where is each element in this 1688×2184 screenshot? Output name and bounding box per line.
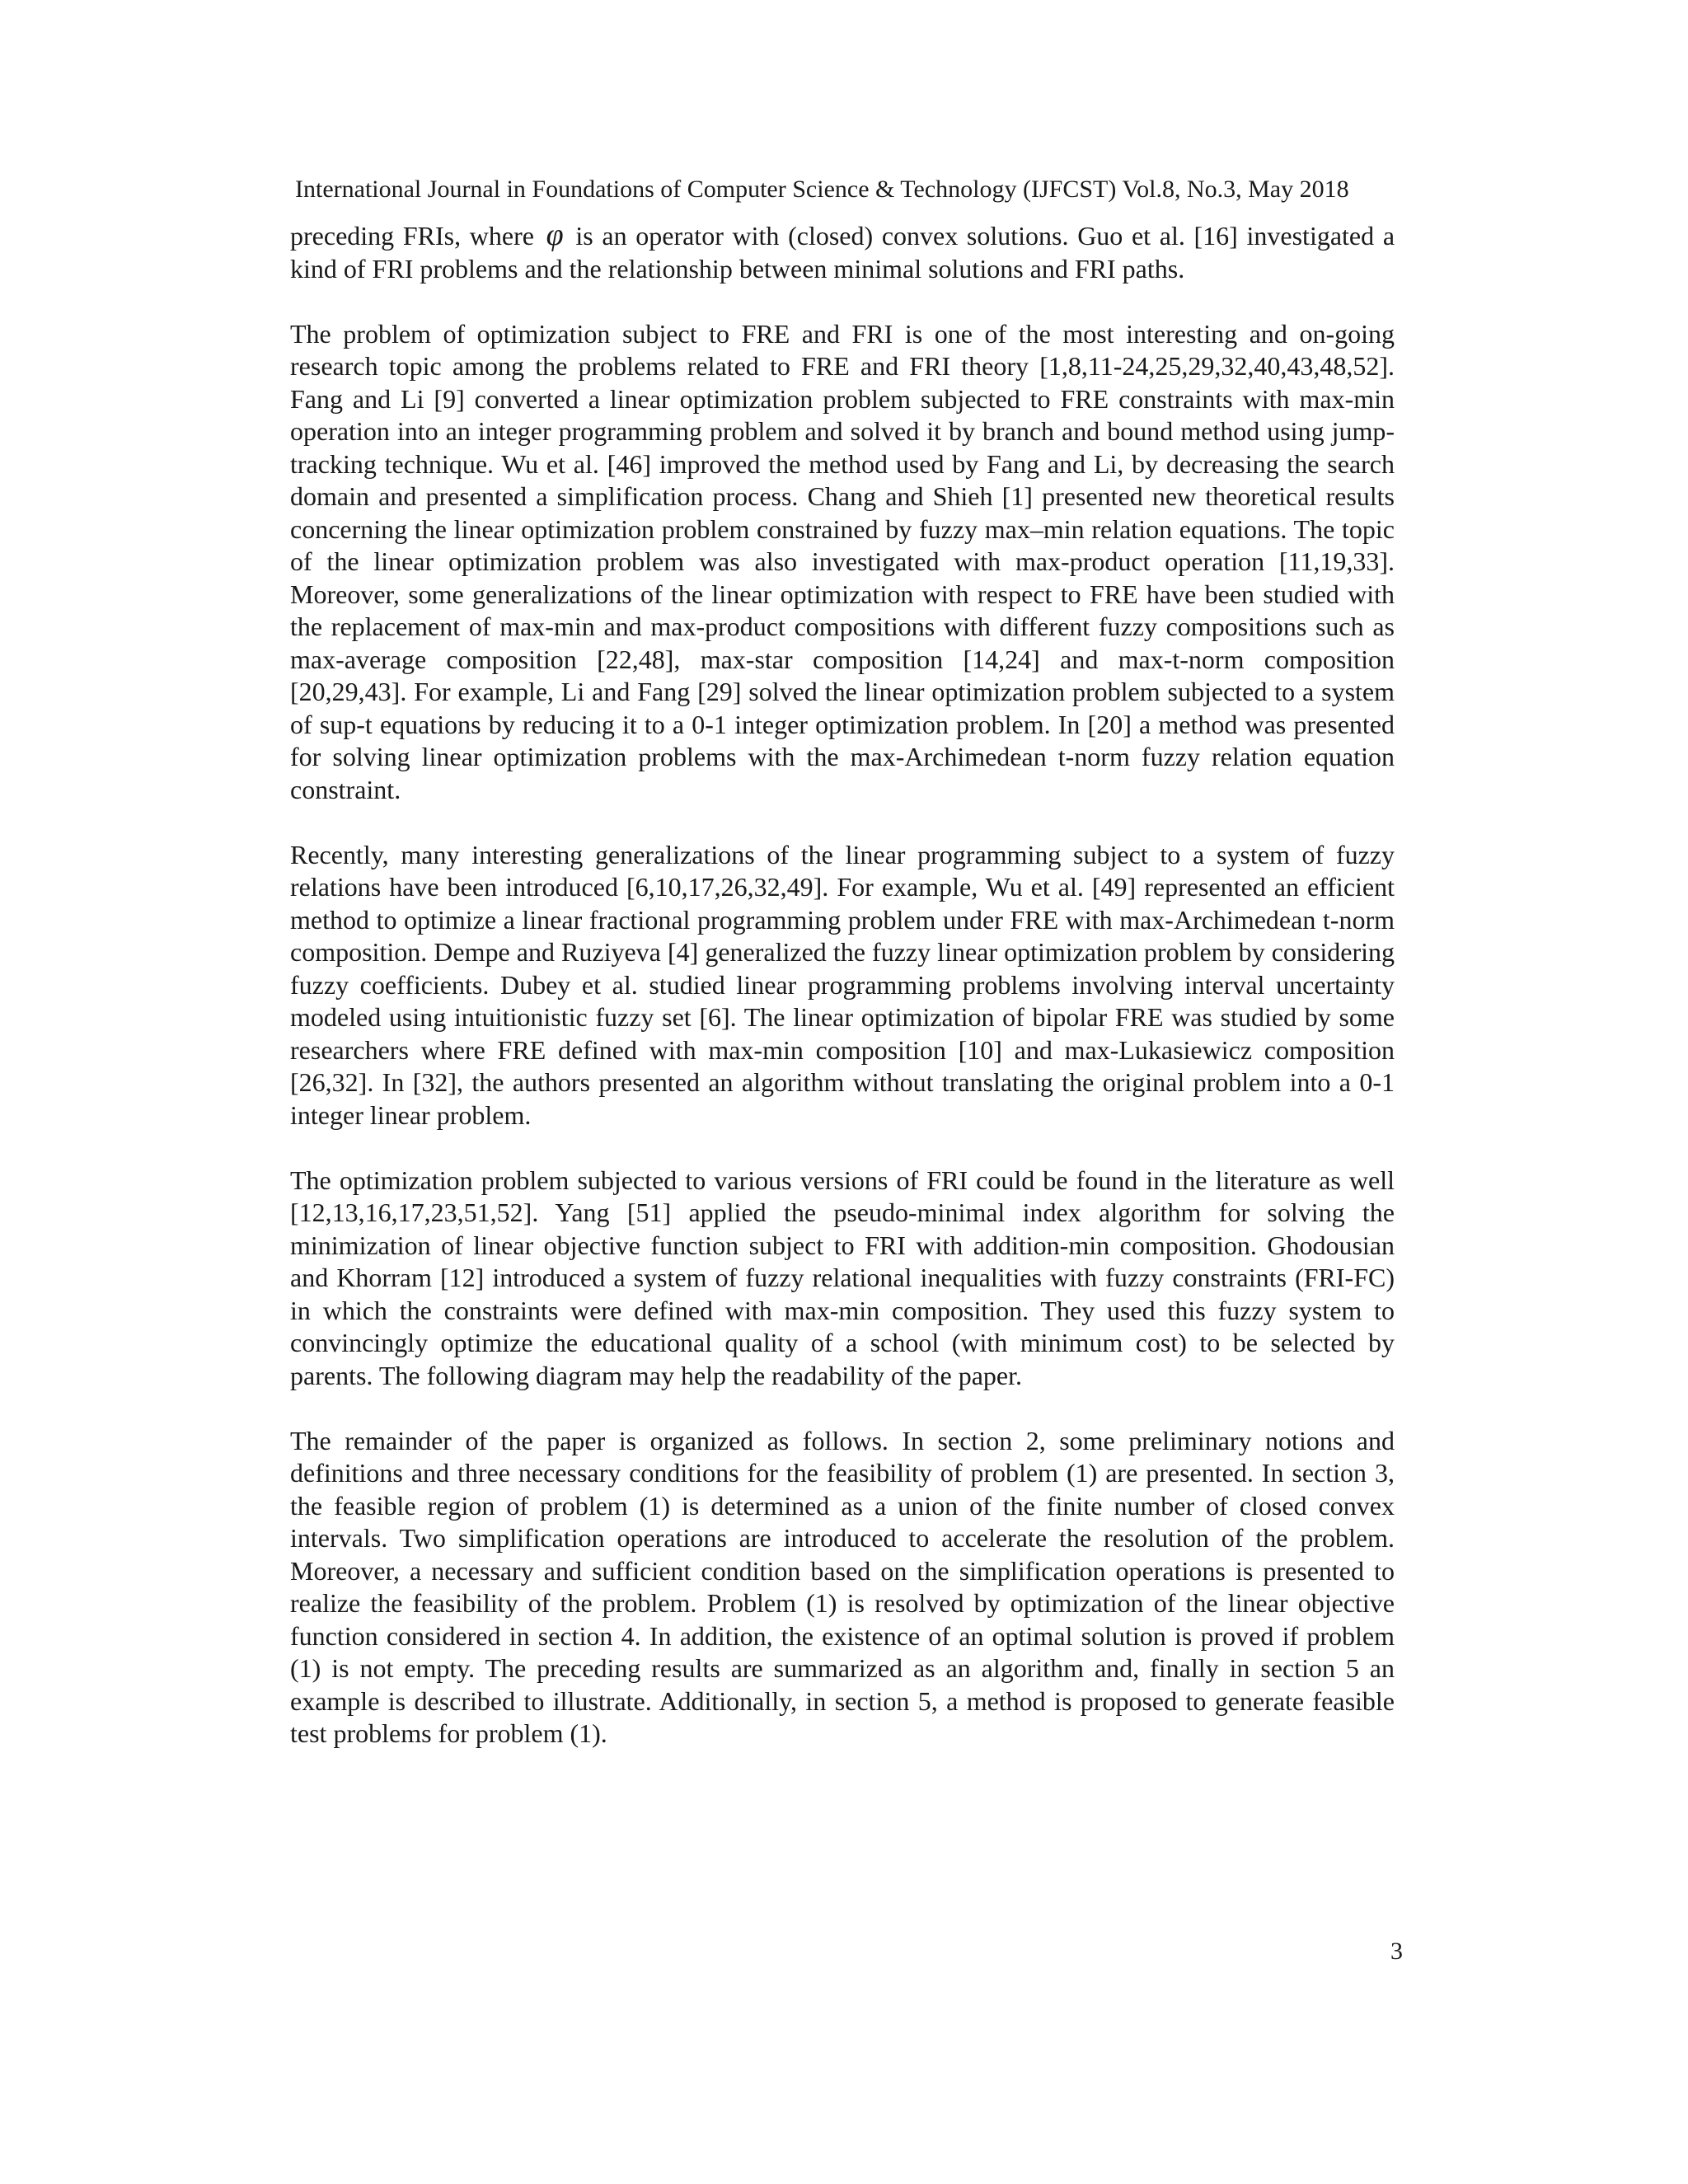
paragraph-3: Recently, many interesting generalizations of the linear programming subject to a system of fuzzy relations have been introduced [6,10,17,26,32,49]. For example, Wu et al. [49] represented an efficient method to optimize a linear fractional programming problem under FRE with max-Archimedean t-norm composition. Dempe and Ruziyeva [4] generalized the fuzzy linear optimization problem by considering fuzzy coefficients. Dubey et al. studied linear programming problems involving interval uncertainty modeled using intuitionistic fuzzy set [6]. The linear optimization of bipolar FRE was studied by some researchers where FRE defined with max-min composition [10] and max-Lukasiewicz composition [26,32]. In [32], the authors presented an algorithm without translating the original problem into a 0-1 integer linear problem.	[290, 839, 1395, 1130]
paragraph-1	[290, 219, 1395, 285]
running-header: International Journal in Foundations of Computer Science & Technology (IJFCST) Vol.8, No.3, May 2018	[295, 176, 1349, 203]
paragraph-1-rest: is an operator with (closed) convex solutions. Guo et al. [16] investigated a kind of FRI problems and the relationship between minimal solutions and FRI paths.	[290, 221, 1395, 284]
page-number: 3	[1390, 1938, 1403, 1965]
body-text	[290, 219, 1395, 1783]
paragraph-1-start: preceding FRIs, where	[290, 221, 534, 251]
paragraph-2: The problem of optimization subject to FRE and FRI is one of the most interesting and on-going research topic among the problems related to FRE and FRI theory [1,8,11-24,25,29,32,40,43,48,52]. Fang and Li [9] converted a linear optimization problem subjected to FRE constraints with max-min operation into an integer programming problem and solved it by branch and bound method using jump-tracking technique. Wu et al. [46] improved the method used by Fang and Li, by decreasing the search domain and presented a simplification process. Chang and Shieh [1] presented new theoretical results concerning the linear optimization problem constrained by fuzzy max–min relation equations. The topic of the linear optimization problem was also investigated with max-product operation [11,19,33]. Moreover, some generalizations of the linear optimization with respect to FRE have been studied with the replacement of max-min and max-product compositions with different fuzzy compositions such as max-average composition [22,48], max-star composition [14,24] and max-t-norm composition [20,29,43]. For example, Li and Fang [29] solved the linear optimization problem subjected to a system of sup-t equations by reducing it to a 0-1 integer optimization problem. In [20] a method was presented for solving linear optimization problems with the max-Archimedean t-norm fuzzy relation equation constraint.	[290, 318, 1395, 804]
paragraph-4: The optimization problem subjected to various versions of FRI could be found in the literature as well [12,13,16,17,23,51,52]. Yang [51] applied the pseudo-minimal index algorithm for solving the minimization of linear objective function subject to FRI with addition-min composition. Ghodousian and Khorram [12] introduced a system of fuzzy relational inequalities with fuzzy constraints (FRI-FC) in which the constraints were defined with max-min composition. They used this fuzzy system to convincingly optimize the educational quality of a school (with minimum cost) to be selected by parents. The following diagram may help the readability of the paper.	[290, 1165, 1395, 1390]
phi-symbol: φ	[546, 218, 564, 252]
paragraph-5: The remainder of the paper is organized as follows. In section 2, some preliminary notions and definitions and three necessary conditions for the feasibility of problem (1) are presented. In section 3, the feasible region of problem (1) is determined as a union of the finite number of closed convex intervals. Two simplification operations are introduced to accelerate the resolution of the problem. Moreover, a necessary and sufficient condition based on the simplification operations is presented to realize the feasibility of the problem. Problem (1) is resolved by optimization of the linear objective function considered in section 4. In addition, the existence of an optimal solution is proved if problem (1) is not empty. The preceding results are summarized as an algorithm and, finally in section 5 an example is described to illustrate. Additionally, in section 5, a method is proposed to generate feasible test problems for problem (1).	[290, 1425, 1395, 1748]
